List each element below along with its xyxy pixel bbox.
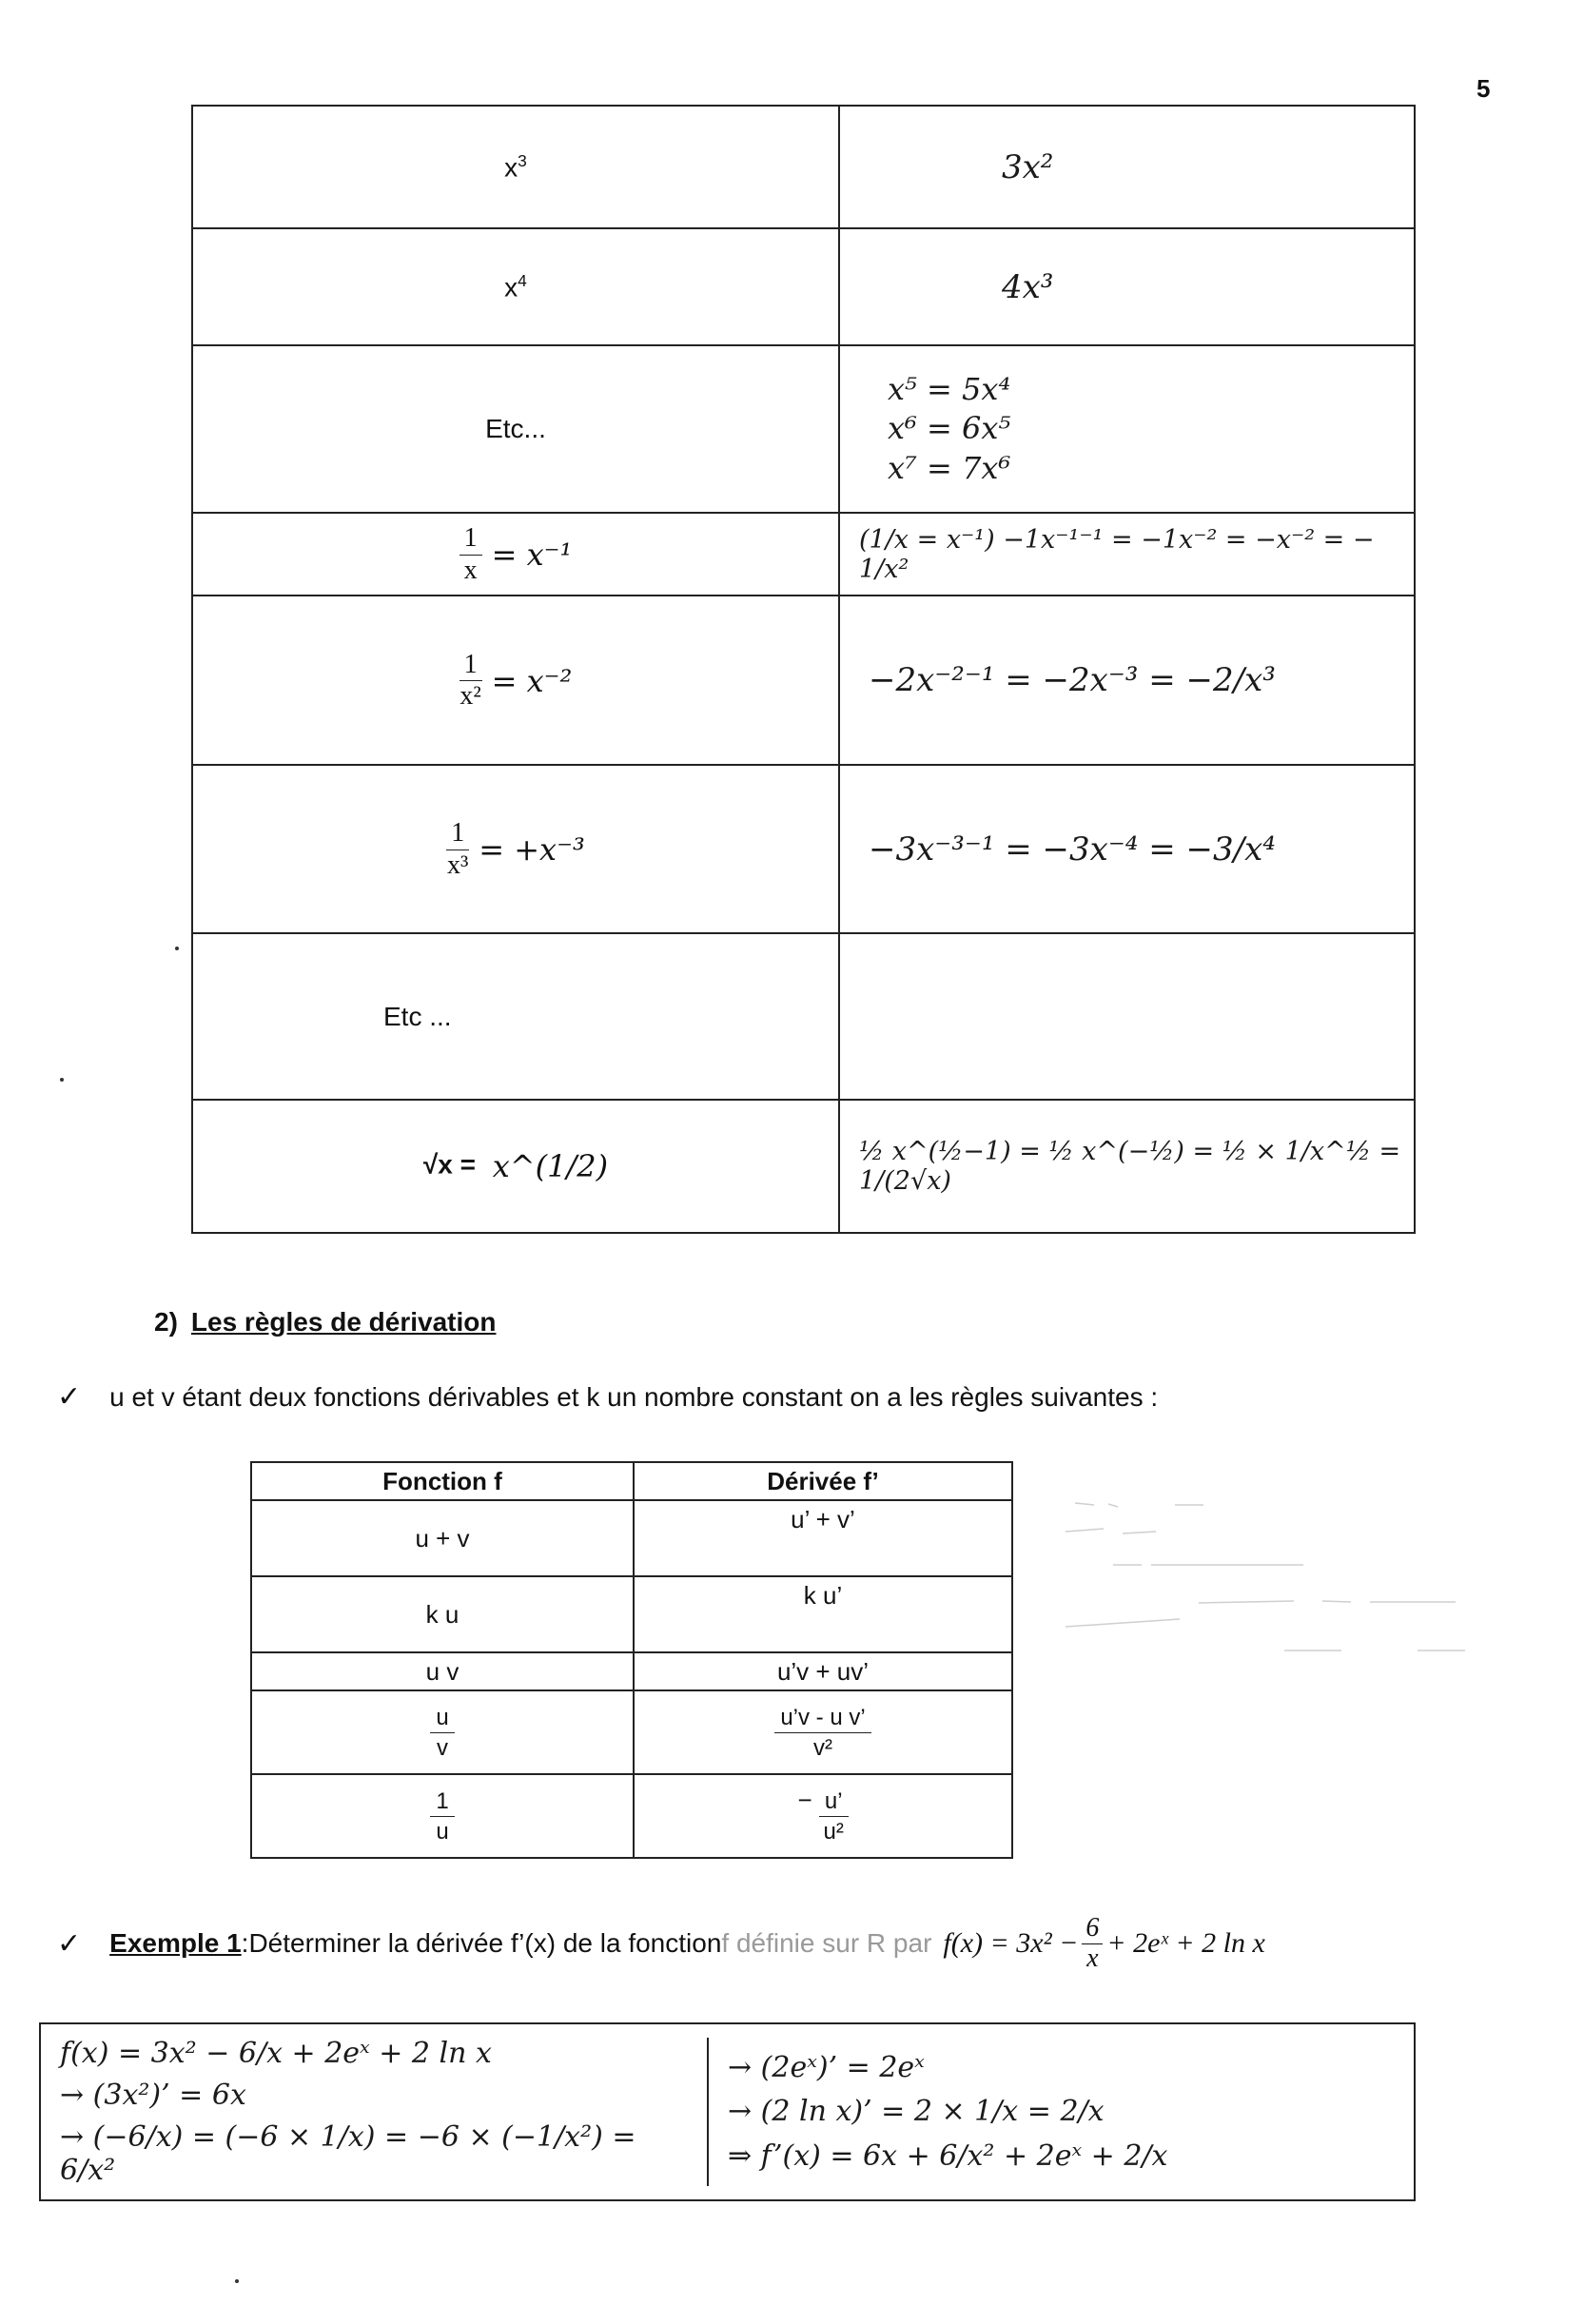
function-cell xyxy=(192,596,839,765)
table-row xyxy=(192,765,1415,933)
stray-mark xyxy=(175,947,179,950)
column-header-function: Fonction f xyxy=(251,1462,634,1500)
derivative-cell xyxy=(634,1690,1012,1774)
solution-line: → (−6/x) = (−6 × 1/x) = −6 × (−1/x²) = 6/x² xyxy=(60,2120,636,2188)
derivative-cell xyxy=(839,765,1415,933)
example-text: Déterminer la dérivée f’(x) de la fonction xyxy=(248,1928,722,1959)
derivative-handwritten: ½ x^(½−1) = ½ x^(−½) = ½ × 1/x^½ = 1/(2√x) xyxy=(859,1137,1401,1196)
formula-lhs: f(x) = 3x² − xyxy=(943,1927,1079,1960)
sqrt-label: √x = xyxy=(422,1149,476,1180)
derivative-cell xyxy=(839,513,1415,596)
derivative-cell xyxy=(839,933,1415,1100)
solution-left-column xyxy=(41,2024,707,2199)
derivative-cell xyxy=(634,1774,1012,1858)
solution-right-column xyxy=(707,2038,1414,2186)
example-label: Exemple 1 xyxy=(109,1928,242,1959)
table-row xyxy=(251,1774,1012,1858)
example-text-faint: f définie sur R par xyxy=(721,1928,932,1959)
section-title-text: Les règles de dérivation xyxy=(190,1307,497,1337)
derivative-handwritten: x⁵ = 5x⁴ xyxy=(888,370,1011,407)
function-formula xyxy=(943,1914,1264,1974)
derivative-handwritten: x⁷ = 7x⁶ xyxy=(888,449,1011,486)
table-row xyxy=(192,228,1415,345)
column-header-derivative: Dérivée f’ xyxy=(634,1462,1012,1500)
function-cell xyxy=(192,345,839,513)
table-row xyxy=(251,1576,1012,1652)
table-row xyxy=(192,596,1415,765)
fraction: $\frac{1}{\text{x³}}$ xyxy=(447,818,469,880)
fraction: $\frac{1}{\text{x²}}$ xyxy=(460,649,481,711)
table-row xyxy=(192,513,1415,596)
fraction: $\frac{1}{x}$ xyxy=(460,523,482,585)
solution-box xyxy=(39,2022,1416,2201)
function-exponent: 3 xyxy=(518,150,527,170)
stray-mark xyxy=(60,1078,64,1082)
derivative-cell xyxy=(839,345,1415,513)
function-exponent: 4 xyxy=(518,270,527,290)
fraction: $\frac{1}{u}$ xyxy=(430,1787,454,1846)
derivative-handwritten: −3x⁻³⁻¹ = −3x⁻⁴ = −3/x⁴ xyxy=(869,830,1276,869)
solution-line: f(x) = 3x² − 6/x + 2eˣ + 2 ln x xyxy=(60,2036,492,2070)
function-handwritten: = +x⁻³ xyxy=(479,831,585,868)
derivative-cell: u’v + uv’ xyxy=(634,1652,1012,1690)
function-cell xyxy=(192,106,839,228)
function-base: x xyxy=(504,272,518,303)
derivative-handwritten: −2x⁻²⁻¹ = −2x⁻³ = −2/x³ xyxy=(869,661,1276,699)
function-handwritten: = x⁻¹ xyxy=(491,537,573,573)
bullet-rules-intro xyxy=(57,1380,1158,1414)
solution-line: ⇒ f’(x) = 6x + 6/x² + 2eˣ + 2/x xyxy=(728,2139,1168,2174)
etc-label: Etc... xyxy=(485,414,546,443)
function-cell xyxy=(192,765,839,933)
checkmark-icon: ✓ xyxy=(57,1927,82,1960)
function-cell xyxy=(251,1690,634,1774)
fraction: $\frac{\text{u’v - u v’}}{\text{v²}}$ xyxy=(774,1703,870,1763)
function-cell: u v xyxy=(251,1652,634,1690)
faint-pencil-marks xyxy=(1037,1484,1484,1703)
function-cell xyxy=(192,513,839,596)
solution-line: → (3x²)’ = 6x xyxy=(60,2078,246,2112)
section-title xyxy=(154,1307,496,1338)
fraction: $\frac{u’}{\text{u²}}$ xyxy=(819,1787,849,1846)
solution-line: → (2 ln x)’ = 2 × 1/x = 2/x xyxy=(728,2095,1105,2129)
function-cell xyxy=(192,933,839,1100)
function-cell xyxy=(251,1774,634,1858)
example-1 xyxy=(57,1914,1265,1974)
function-cell: k u xyxy=(251,1576,634,1652)
derivative-handwritten: 3x² xyxy=(1002,147,1054,186)
table-row xyxy=(251,1652,1012,1690)
derivative-cell: k u’ xyxy=(634,1576,1012,1652)
function-base: x xyxy=(504,152,518,183)
table-row xyxy=(192,933,1415,1100)
etc-label: Etc ... xyxy=(383,1001,452,1031)
function-cell: u + v xyxy=(251,1500,634,1576)
section-number: 2) xyxy=(154,1307,178,1337)
solution-line: → (2eˣ)’ = 2eˣ xyxy=(728,2050,925,2084)
function-handwritten: x^(1/2) xyxy=(492,1148,609,1184)
table-header-row xyxy=(251,1462,1012,1500)
table-row xyxy=(192,1100,1415,1233)
derivative-cell xyxy=(839,596,1415,765)
table-row xyxy=(192,345,1415,513)
table-row xyxy=(251,1690,1012,1774)
checkmark-icon: ✓ xyxy=(57,1381,82,1413)
rules-table xyxy=(250,1461,1013,1859)
derivatives-table xyxy=(191,105,1416,1234)
formula-rhs: + 2eˣ + 2 ln x xyxy=(1106,1927,1265,1960)
page-number: 5 xyxy=(1476,74,1491,103)
derivative-cell xyxy=(839,106,1415,228)
fraction: $\frac{6}{x}$ xyxy=(1082,1914,1103,1974)
fraction: $\frac{u}{v}$ xyxy=(430,1703,454,1763)
minus-sign: − xyxy=(797,1785,812,1814)
table-row xyxy=(251,1500,1012,1576)
function-cell xyxy=(192,1100,839,1233)
function-handwritten: = x⁻² xyxy=(491,662,573,699)
derivative-cell xyxy=(839,228,1415,345)
derivative-cell xyxy=(839,1100,1415,1233)
table-row xyxy=(192,106,1415,228)
stray-mark xyxy=(235,2279,239,2283)
function-cell xyxy=(192,228,839,345)
derivative-handwritten: 4x³ xyxy=(1002,267,1054,306)
bullet-text: u et v étant deux fonctions dérivables et k un nombre constant on a les règles suivantes : xyxy=(109,1382,1159,1412)
example-colon: : xyxy=(241,1928,249,1959)
derivative-cell: u’ + v’ xyxy=(634,1500,1012,1576)
derivative-handwritten: x⁶ = 6x⁵ xyxy=(888,410,1011,447)
derivative-handwritten: (1/x = x⁻¹) −1x⁻¹⁻¹ = −1x⁻² = −x⁻² = − 1/x² xyxy=(859,524,1375,584)
